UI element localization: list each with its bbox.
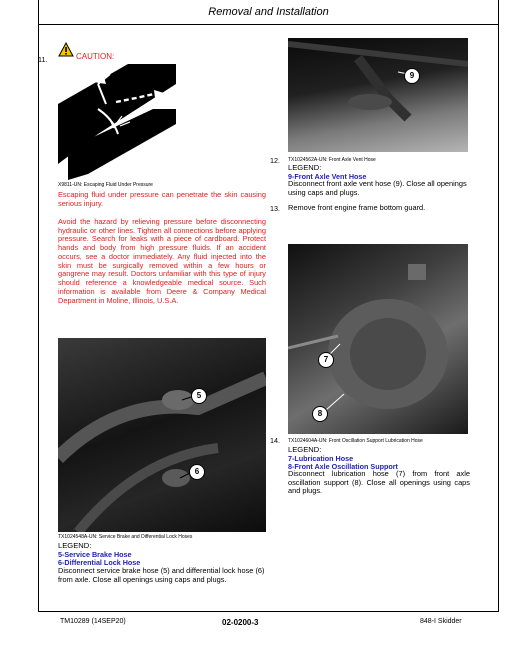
brake-hose-photo bbox=[58, 338, 266, 532]
caution-label: CAUTION: bbox=[76, 52, 115, 61]
warning-intro: Escaping fluid under pressure can penetrate the skin causing serious injury. bbox=[58, 190, 266, 208]
escaping-fluid-illustration bbox=[58, 64, 176, 180]
header-title: Removal and Installation bbox=[208, 6, 329, 18]
step-11-number: 11. bbox=[38, 55, 48, 64]
callout-5: 5 bbox=[191, 388, 207, 404]
brake-legend-title: LEGEND: bbox=[58, 541, 92, 550]
oscillation-photo-caption: TX1024604A-UN: Front Oscillation Support Lubrication Hose bbox=[288, 438, 423, 444]
footer-page-number: 02-0200-3 bbox=[222, 618, 259, 627]
legend-item-front-axle-oscillation-support: 8-Front Axle Oscillation Support bbox=[288, 462, 398, 471]
page-header bbox=[38, 0, 499, 25]
step-13-number: 13. bbox=[270, 204, 280, 213]
callout-9: 9 bbox=[404, 68, 420, 84]
step-14-number: 14. bbox=[270, 436, 280, 445]
oscillation-legend-title: LEGEND: bbox=[288, 445, 322, 454]
brake-photo-caption: TX1024548A-UN: Service Brake and Differential Lock Hoses bbox=[58, 534, 193, 540]
vent-hose-photo bbox=[288, 38, 468, 152]
footer-machine-name: 848-I Skidder bbox=[420, 618, 462, 625]
vent-instruction: Disconnect front axle vent hose (9). Close all openings using caps and plugs. bbox=[288, 179, 467, 197]
callout-7: 7 bbox=[318, 352, 334, 368]
step-12-number: 12. bbox=[270, 156, 280, 165]
legend-item-differential-lock-hose: 6-Differential Lock Hose bbox=[58, 558, 141, 567]
vent-legend-title: LEGEND: bbox=[288, 163, 322, 172]
legend-item-service-brake-hose: 5-Service Brake Hose bbox=[58, 550, 132, 559]
oscillation-instruction: Disconnect lubrication hose (7) from front axle oscillation support (8). Close all openings using caps and plugs. bbox=[288, 469, 470, 496]
fluid-figure-caption: X9811-UN: Escaping Fluid Under Pressure bbox=[58, 182, 153, 188]
step-13-instruction: Remove front engine frame bottom guard. bbox=[288, 203, 426, 212]
oscillation-support-photo bbox=[288, 244, 468, 434]
footer-doc-id: TM10289 (14SEP20) bbox=[60, 618, 126, 625]
brake-instruction: Disconnect service brake hose (5) and differential lock hose (6) from axle. Close all openings using caps and plugs. bbox=[58, 566, 265, 584]
legend-item-front-axle-vent-hose: 9-Front Axle Vent Hose bbox=[288, 172, 367, 181]
vent-photo-caption: TX1024562A-UN: Front Axle Vent Hose bbox=[288, 157, 376, 163]
callout-8: 8 bbox=[312, 406, 328, 422]
warning-body: Avoid the hazard by relieving pressure before disconnecting hydraulic or other lines. Tighten all connections before applying pressure. Search for leaks with a piece of cardboard. Protect hands and body from high pressure fluids. If an accident occurs, see a doctor immediately. Any fluid injected into the skin must be surgically removed within a few hours or gangrene may result. Doctors unfamiliar with this type of injury should reference a knowledgeable medical source. Such information is available from Deere & Company Medical Department in Moline, Illinois, U.S.A. bbox=[58, 217, 266, 305]
legend-item-lubrication-hose: 7-Lubrication Hose bbox=[288, 454, 354, 463]
callout-6: 6 bbox=[189, 464, 205, 480]
caution-icon bbox=[58, 42, 74, 57]
